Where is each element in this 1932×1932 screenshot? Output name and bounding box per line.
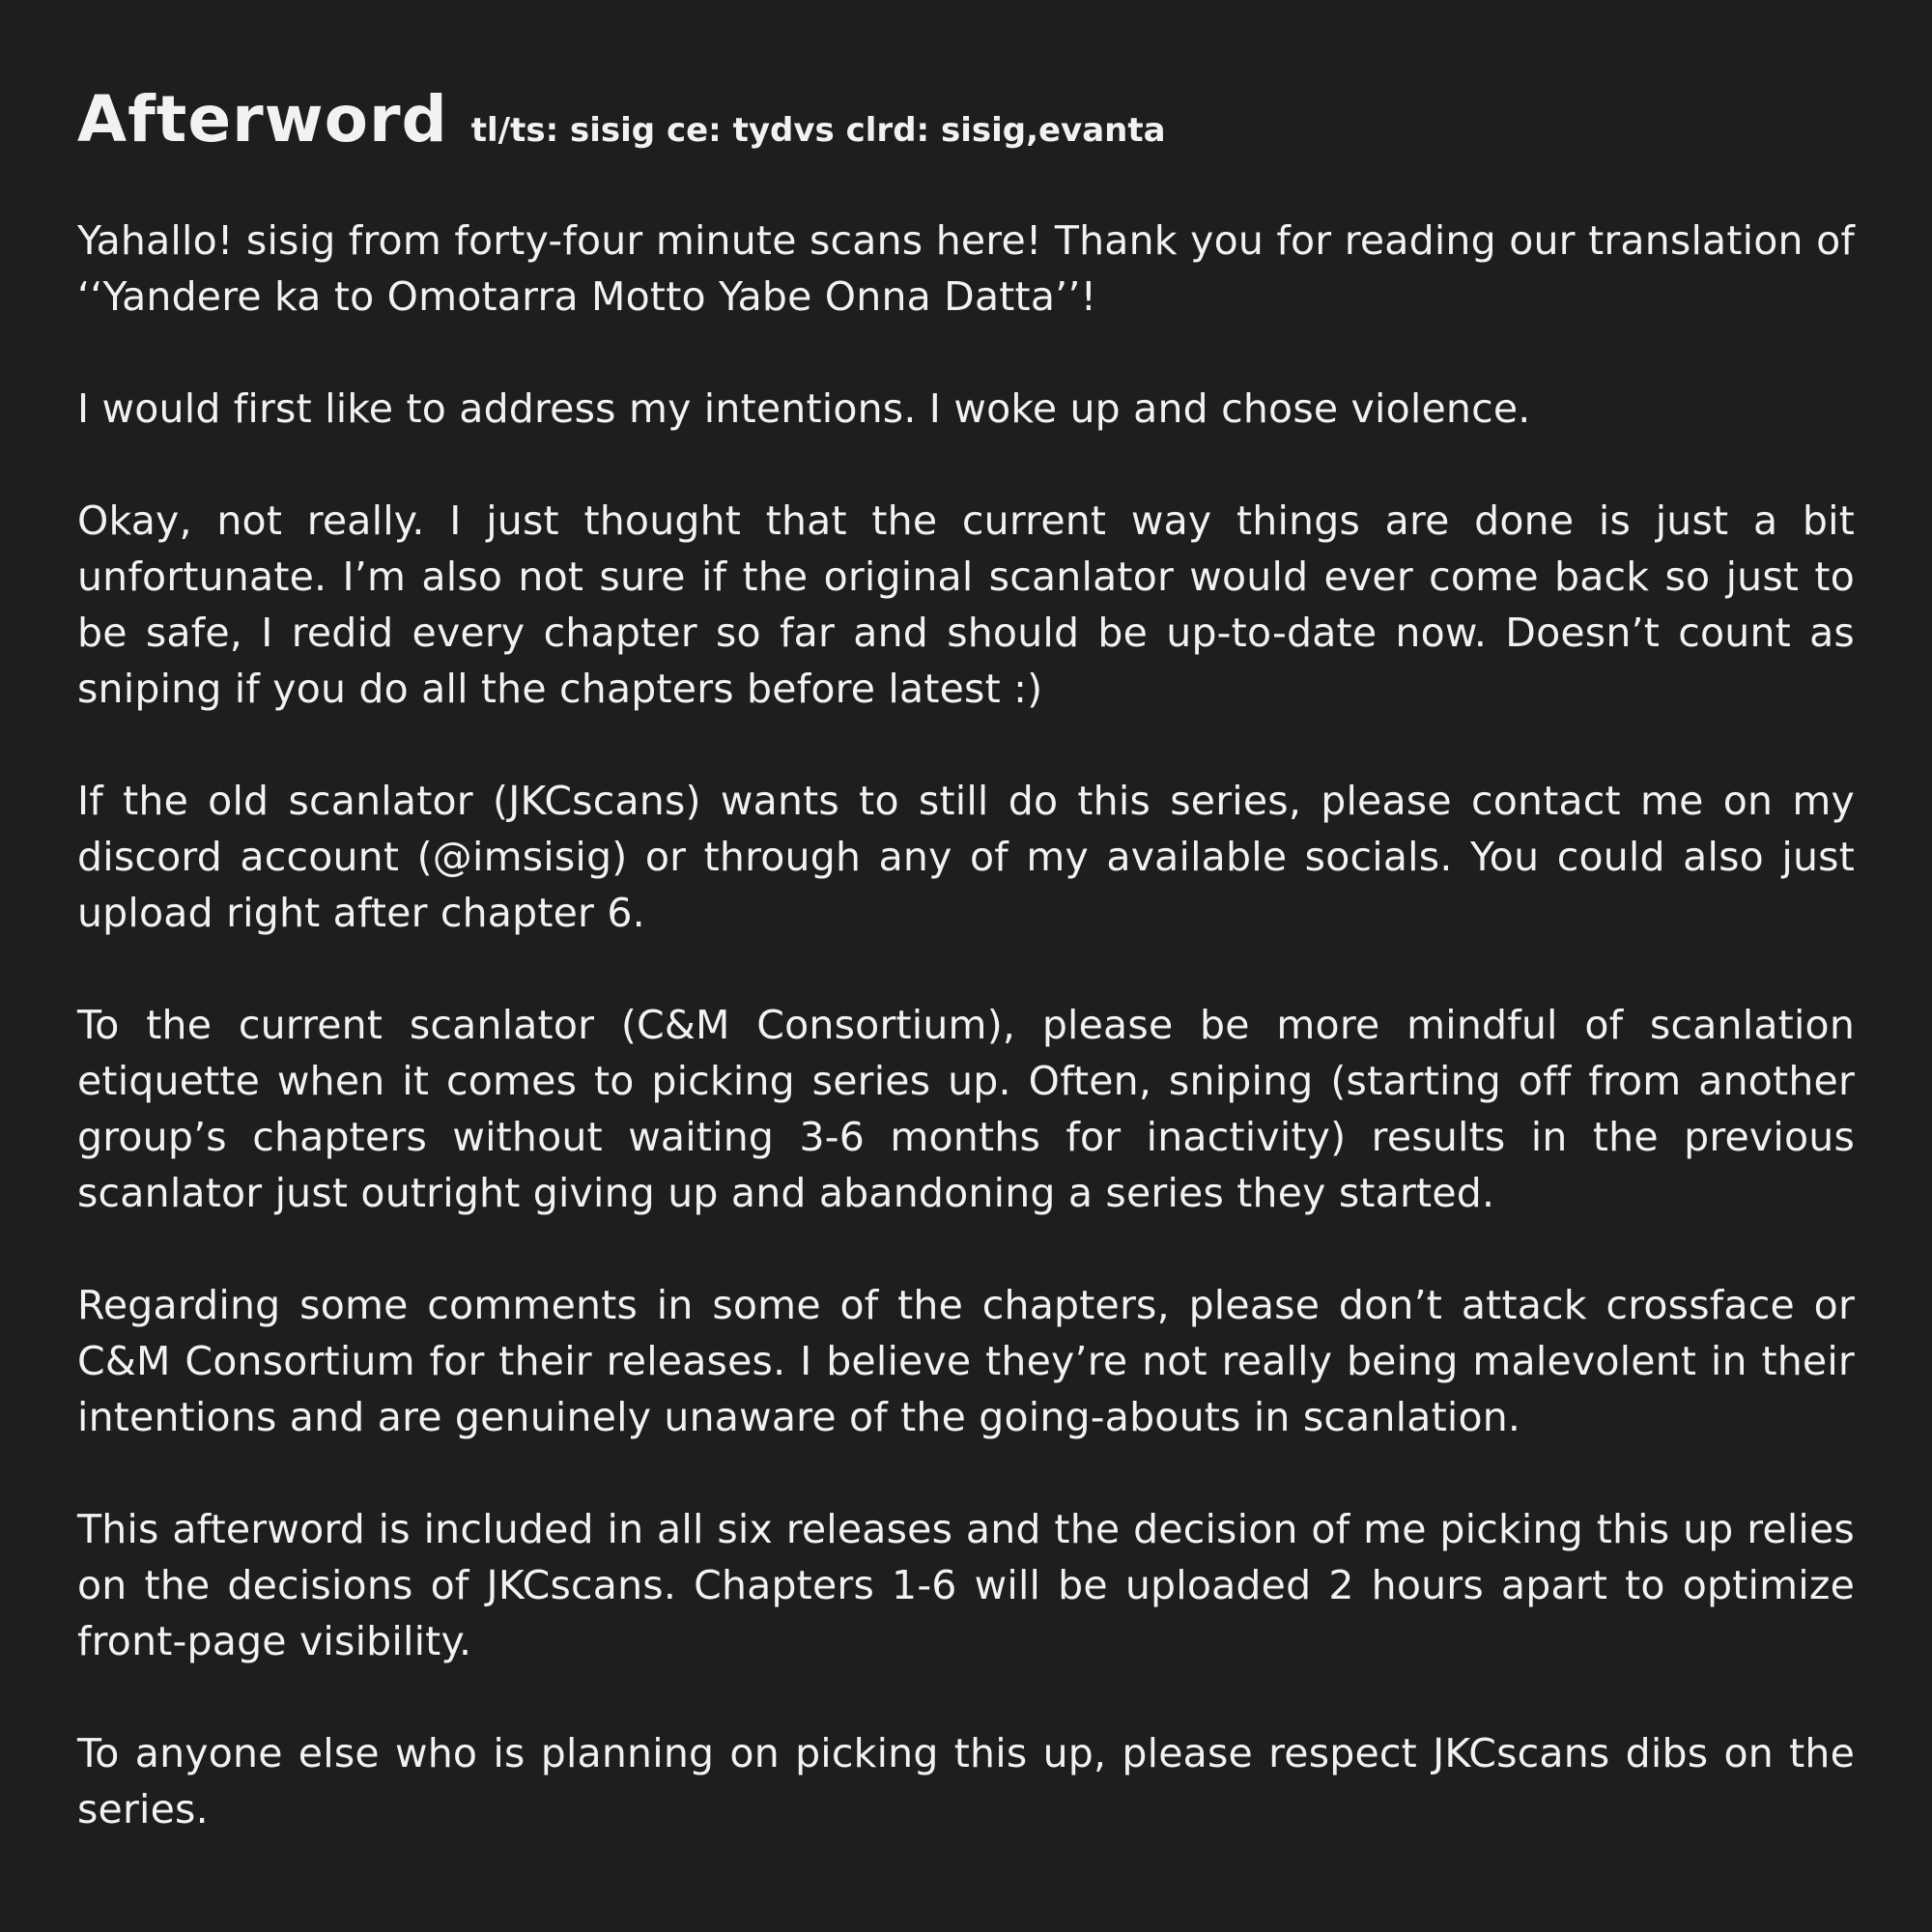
- paragraph-intentions: I would first like to address my intentions. I woke up and chose violence.: [77, 385, 1531, 432]
- paragraph-release-schedule: This afterword is included in all six releases and the decision of me picking this up relies on the decisions of JKCscans. Chapters 1-6 will be uploaded 2 hours apart to optimize front-page visibility.: [77, 1506, 1855, 1664]
- credits-line: tl/ts: sisig ce: tydvs clrd: sisig,evanta: [470, 111, 1166, 150]
- page-title: Afterword: [77, 82, 448, 156]
- afterword-header: [77, 79, 1855, 160]
- afterword-page: [77, 79, 1855, 1893]
- paragraph-others: To anyone else who is planning on picking this up, please respect JKCscans dibs on the series.: [77, 1730, 1855, 1833]
- paragraph-comments: Regarding some comments in some of the chapters, please don’t attack crossface or C&M Consortium for their releases. I believe they’re not really being malevolent in their intentions and are genuinely unaware of the going-abouts in scanlation.: [77, 1282, 1855, 1440]
- paragraph-greeting: Yahallo! sisig from forty-four minute scans here! Thank you for reading our translation of ‘‘Yandere ka to Omotarra Motto Yabe Onna Datta’’!: [77, 217, 1855, 320]
- paragraph-old-scanlator: If the old scanlator (JKCscans) wants to still do this series, please contact me on my discord account (@imsisig) or through any of my available socials. You could also just upload right after chapter 6.: [77, 778, 1855, 936]
- paragraph-explanation: Okay, not really. I just thought that the current way things are done is just a bit unfortunate. I’m also not sure if the original scanlator would ever come back so just to be safe, I redid every chapter so far and should be up-to-date now. Doesn’t count as sniping if you do all the chapters before latest :): [77, 497, 1855, 712]
- paragraph-current-scanlator: To the current scanlator (C&M Consortium), please be more mindful of scanlation etiquette when it comes to picking series up. Often, sniping (starting off from another group’s chapters without waiting 3-6 months for inactivity) results in the previous scanlator just outright giving up and abandoning a series they started.: [77, 1002, 1855, 1216]
